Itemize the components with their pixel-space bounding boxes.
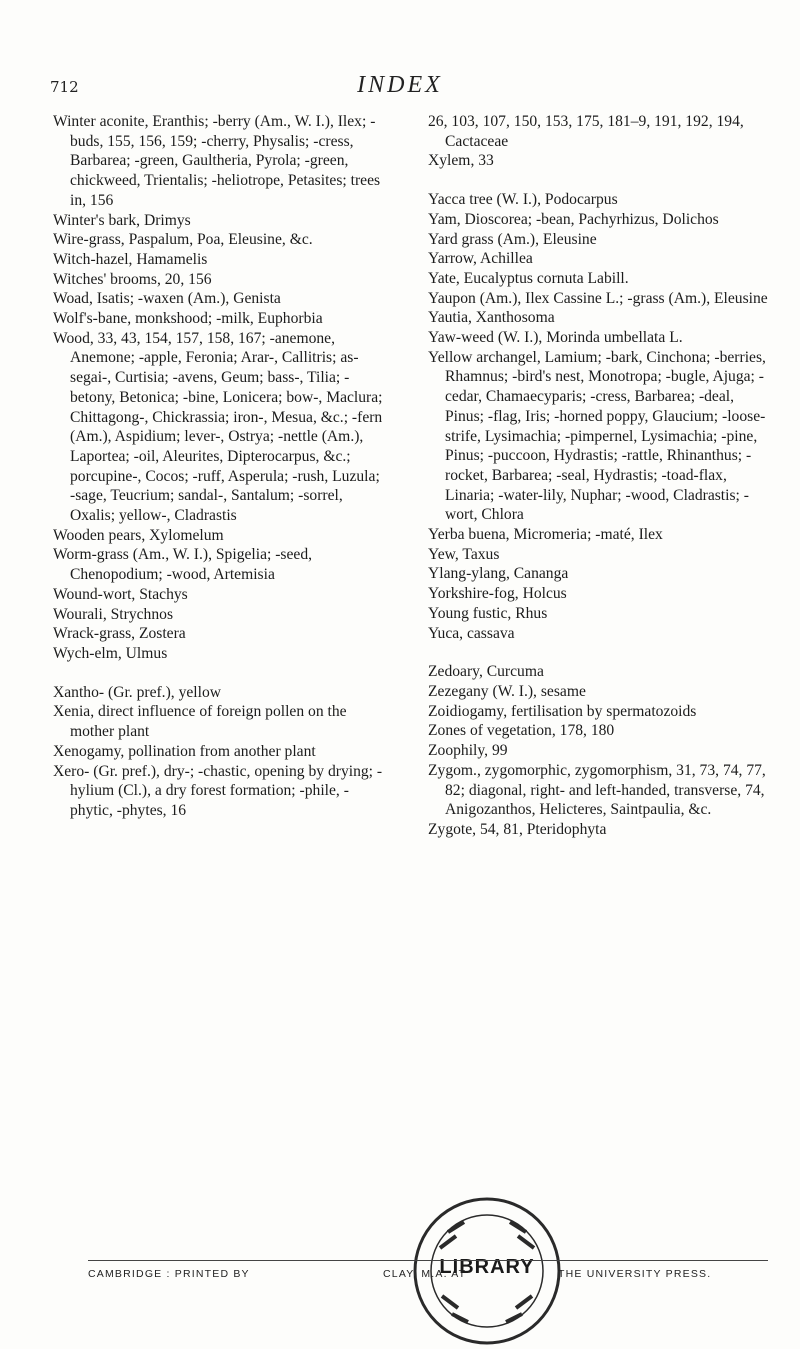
left-index-entry: Xero- (Gr. pref.), dry-; -chastic, opening by drying; -hylium (Cl.), a dry forest formation; -phile, -phytic, -phytes, 16 <box>53 762 383 819</box>
right-index-entry: Zygote, 54, 81, Pteridophyta <box>428 820 607 838</box>
right-index-entry: Zones of vegetation, 178, 180 <box>428 722 615 740</box>
right-index-entry: Yuca, cassava <box>428 624 515 642</box>
left-index-entry: Wolf's-bane, monkshood; -milk, Euphorbia <box>53 310 323 328</box>
right-index-entry: Yellow archangel, Lamium; -bark, Cinchona; -berries, Rhamnus; -bird's nest, Monotropa; -bugle, Ajuga; -cedar, Chamaecyparis; -cress, Barbarea; -deal, Pinus; -flag, Iris; -horned poppy, Glaucium; -loose-strife, Lysimachia; -pimpernel, Lysimachia; -pine, Pinus; -puccoon, Hydrastis; -rattle, Rhinanthus; -rocket, Barbarea; -seal, Hydrastis; -toad-flax, Linaria; -water-lily, Nuphar; -wood, Cladrastis; -wort, Chlora <box>428 348 766 524</box>
right-index-entry: Yaw-weed (W. I.), Morinda umbellata L. <box>428 329 683 347</box>
left-index-entry: Wooden pears, Xylomelum <box>53 526 224 544</box>
right-index-entry: Zoidiogamy, fertilisation by spermatozoids <box>428 702 697 720</box>
footer-rule <box>88 1260 768 1261</box>
right-index-entry: Yorkshire-fog, Holcus <box>428 585 567 603</box>
right-index-entry: Ylang-ylang, Cananga <box>428 565 569 583</box>
right-index-entry: Yate, Eucalyptus cornuta Labill. <box>428 269 629 287</box>
left-index-entry: Wood, 33, 43, 154, 157, 158, 167; -anemone, Anemone; -apple, Feronia; Arar-, Callitris; as-segai-, Curtisia; -avens, Geum; bass-, Tilia; -betony, Betonica; -bine, Lonicera; bow-, Maclura; Chittagong-, Chickrassia; iron-, Mesua, &c.; -fern (Am.), Aspidium; lever-, Ostrya; -nettle (Am.), Laportea; -oil, Aleurites, Dipterocarpus, &c.; porcupine-, Cocos; -ruff, Asperula; -rush, Luzula; -sage, Teucrium; sandal-, Santalum; -sorrel, Oxalis; yellow-, Cladrastis <box>53 329 383 525</box>
left-index-entry: Wych-elm, Ulmus <box>53 644 168 662</box>
page-number: 712 <box>50 78 79 96</box>
left-index-entry: Winter aconite, Eranthis; -berry (Am., W. I.), Ilex; -buds, 155, 156, 159; -cherry, Physalis; -cress, Barbarea; -green, Gaultheria, Pyrola; -green, chickweed, Trientalis; -heliotrope, Petasites; trees in, 156 <box>53 113 381 209</box>
right-index-entry: 26, 103, 107, 150, 153, 175, 181–9, 191, 192, 194, Cactaceae <box>428 113 744 150</box>
section-gap <box>428 643 768 662</box>
footer-middle-text: CLAY, M.A. AT <box>383 1268 467 1280</box>
left-index-entry: Witches' brooms, 20, 156 <box>53 270 212 288</box>
left-index-entry: Xenogamy, pollination from another plant <box>53 742 316 760</box>
left-index-entry: Wrack-grass, Zostera <box>53 625 186 643</box>
left-index-entry: Wourali, Strychnos <box>53 605 174 623</box>
footer-left-text: CAMBRIDGE : PRINTED BY <box>88 1268 250 1280</box>
left-column <box>53 112 383 821</box>
left-index-entry: Witch-hazel, Hamamelis <box>53 250 208 268</box>
section-gap <box>53 664 383 683</box>
right-index-entry: Zoophily, 99 <box>428 742 508 760</box>
right-index-entry: Yautia, Xanthosoma <box>428 309 555 327</box>
left-index-entry: Xantho- (Gr. pref.), yellow <box>53 683 222 701</box>
right-index-entry: Xylem, 33 <box>428 152 494 170</box>
right-index-entry: Yarrow, Achillea <box>428 250 533 268</box>
section-gap <box>428 171 768 190</box>
right-index-entry: Zygom., zygomorphic, zygomorphism, 31, 73, 74, 77, 82; diagonal, right- and left-handed, transverse, 74, Anigozanthos, Helicteres, Saintpaulia, &c. <box>428 761 766 819</box>
stamp-label: LIBRARY <box>439 1256 535 1278</box>
left-index-entry: Winter's bark, Drimys <box>53 211 191 229</box>
right-index-entry: Yaupon (Am.), Ilex Cassine L.; -grass (Am.), Eleusine <box>428 289 768 307</box>
footer-right-text: THE UNIVERSITY PRESS. <box>558 1268 712 1280</box>
right-index-entry: Young fustic, Rhus <box>428 604 548 622</box>
page-title: INDEX <box>357 72 443 98</box>
left-index-entry: Worm-grass (Am., W. I.), Spigelia; -seed, Chenopodium; -wood, Artemisia <box>53 546 313 584</box>
right-index-entry: Zezegany (W. I.), sesame <box>428 682 586 700</box>
right-index-entry: Yam, Dioscorea; -bean, Pachyrhizus, Dolichos <box>428 210 719 228</box>
left-index-entry: Xenia, direct influence of foreign pollen on the mother plant <box>53 703 347 741</box>
left-index-entry: Wound-wort, Stachys <box>53 585 188 603</box>
right-index-entry: Zedoary, Curcuma <box>428 663 544 681</box>
right-column <box>428 112 768 840</box>
right-index-entry: Yew, Taxus <box>428 545 500 563</box>
left-index-entry: Woad, Isatis; -waxen (Am.), Genista <box>53 290 281 308</box>
printer-footer <box>88 1268 768 1284</box>
right-index-entry: Yacca tree (W. I.), Podocarpus <box>428 191 618 209</box>
left-index-entry: Wire-grass, Paspalum, Poa, Eleusine, &c. <box>53 231 313 249</box>
right-index-entry: Yerba buena, Micromeria; -maté, Ilex <box>428 526 663 544</box>
right-index-entry: Yard grass (Am.), Eleusine <box>428 230 597 248</box>
